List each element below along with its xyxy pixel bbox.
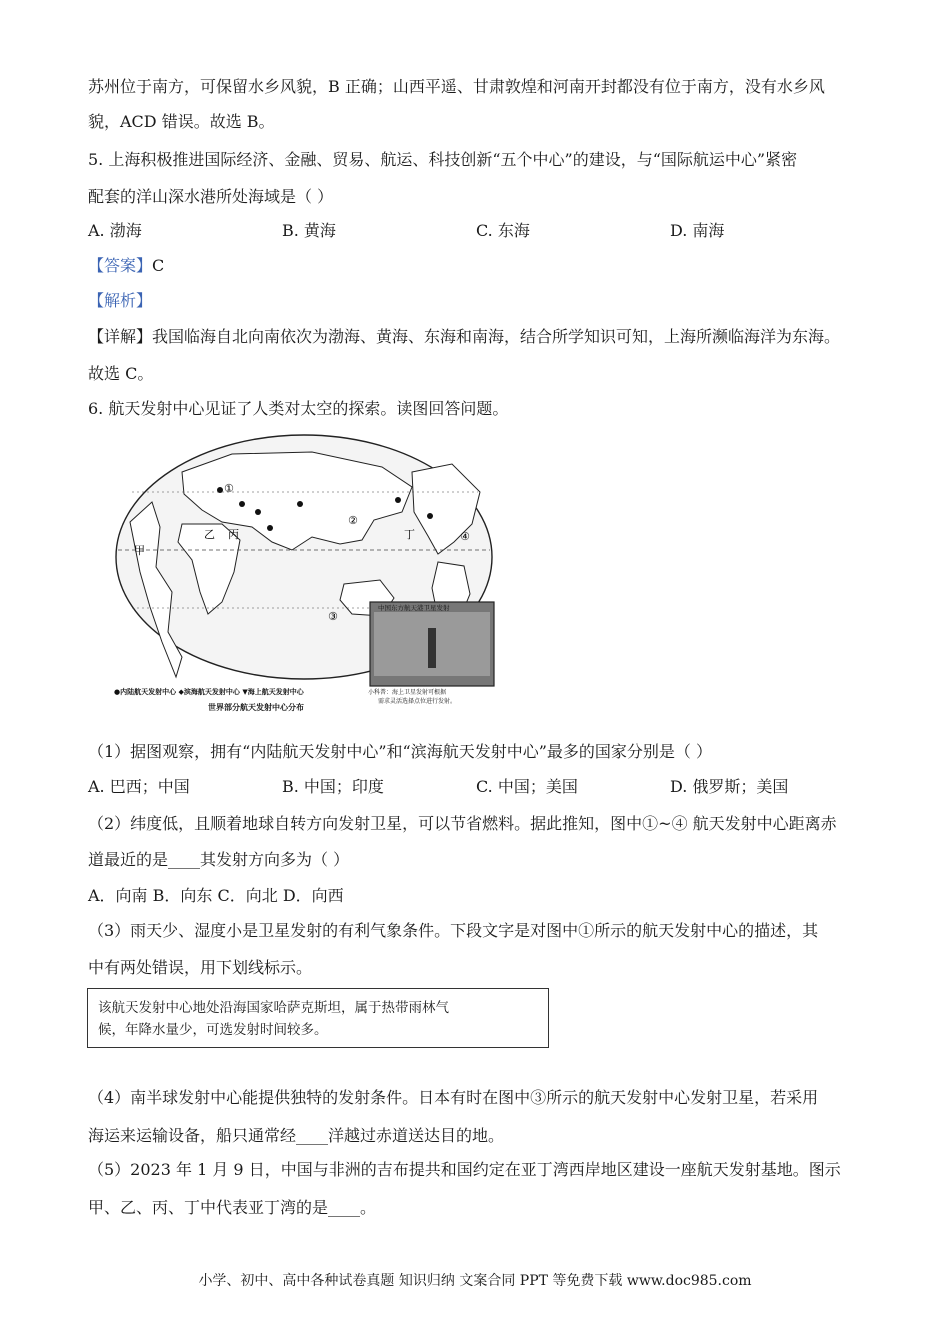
sub-question-5-line-1: （5）2023 年 1 月 9 日，中国与非洲的吉布提共和国约定在亚丁湾西岸地区建设一座航天发射基地。图示 bbox=[88, 1160, 841, 1179]
inset-note-2: 需求灵活选择点位进行发射。 bbox=[378, 698, 457, 705]
question-5-line-2: 配套的洋山深水港所处海域是（ ） bbox=[88, 187, 334, 206]
analysis-tag: 【解析】 bbox=[88, 291, 153, 310]
line-2: 貌，ACD 错误。故选 B。 bbox=[88, 112, 275, 131]
world-map-figure bbox=[112, 432, 500, 716]
s1-option-b: B. 中国；印度 bbox=[282, 777, 384, 796]
sub-question-1: （1）据图观察，拥有“内陆航天发射中心”和“滨海航天发射中心”最多的国家分别是（ ） bbox=[88, 742, 712, 761]
inset-photo bbox=[370, 602, 494, 686]
sub-question-2-line-1: （2）纬度低，且顺着地球自转方向发射卫星，可以节省燃料。据此推知，图中①~④ 航天发射中心距离赤 bbox=[88, 814, 837, 833]
label-bing: 丙 bbox=[228, 528, 239, 541]
sub-question-4-line-2: 海运来运输设备，船只通常经____洋越过赤道送达目的地。 bbox=[88, 1126, 505, 1145]
label-yi: 乙 bbox=[204, 528, 215, 541]
sub-question-2-options: A．向南 B．向东 C．向北 D．向西 bbox=[88, 886, 344, 905]
marker-3: ③ bbox=[328, 610, 338, 623]
inset-title: 中国东方航天港卫星发射 bbox=[378, 604, 450, 612]
sub-question-2-line-2: 道最近的是____其发射方向多为（ ） bbox=[88, 850, 350, 869]
sub-question-5-line-2: 甲、乙、丙、丁中代表亚丁湾的是____。 bbox=[88, 1198, 377, 1217]
map-caption: 世界部分航天发射中心分布 bbox=[208, 703, 304, 712]
s1-option-d: D. 俄罗斯；美国 bbox=[670, 777, 789, 796]
sub-question-3-line-2: 中有两处错误，用下划线标示。 bbox=[88, 958, 313, 977]
map-legend: ●内陆航天发射中心 ◆滨海航天发射中心 ▼海上航天发射中心 bbox=[114, 688, 304, 696]
sub-question-3-line-1: （3）雨天少、湿度小是卫星发射的有利气象条件。下段文字是对图中①所示的航天发射中心的描述，其 bbox=[88, 921, 819, 940]
label-ding: 丁 bbox=[404, 528, 415, 541]
description-line-2: 候，年降水量少，可选发射时间较多。 bbox=[98, 1022, 328, 1038]
detail-line-1: 【详解】我国临海自北向南依次为渤海、黄海、东海和南海，结合所学知识可知，上海所濒临海洋为东海。 bbox=[88, 327, 841, 346]
detail-line-2: 故选 C。 bbox=[88, 364, 154, 383]
answer-line bbox=[88, 256, 164, 276]
inset-note-1: 小科普：海上卫星发射可根据 bbox=[368, 689, 447, 696]
description-box bbox=[87, 988, 549, 1048]
sub-question-4-line-1: （4）南半球发射中心能提供独特的发射条件。日本有时在图中③所示的航天发射中心发射卫星，若采用 bbox=[88, 1088, 819, 1107]
description-line-1: 该航天发射中心地处沿海国家哈萨克斯坦，属于热带雨林气 bbox=[98, 1000, 449, 1016]
s1-option-c: C. 中国；美国 bbox=[476, 777, 578, 796]
marker-1: ① bbox=[224, 482, 234, 495]
q5-option-a: A. 渤海 bbox=[88, 221, 142, 240]
line-1: 苏州位于南方，可保留水乡风貌，B 正确；山西平遥、甘肃敦煌和河南开封都没有位于南方，没有水乡风 bbox=[88, 77, 825, 96]
s1-option-a: A. 巴西；中国 bbox=[88, 777, 190, 796]
q5-option-c: C. 东海 bbox=[476, 221, 530, 240]
marker-2: ② bbox=[348, 514, 358, 527]
q5-option-b: B. 黄海 bbox=[282, 221, 336, 240]
answer-value: C bbox=[152, 256, 165, 275]
question-6: 6. 航天发射中心见证了人类对太空的探索。读图回答问题。 bbox=[88, 399, 509, 418]
marker-4: ④ bbox=[460, 530, 470, 543]
answer-tag: 【答案】 bbox=[88, 256, 153, 275]
label-jia: 甲 bbox=[134, 544, 145, 557]
question-5-line-1: 5. 上海积极推进国际经济、金融、贸易、航运、科技创新“五个中心”的建设，与“国际航运中心”紧密 bbox=[88, 150, 798, 169]
q5-option-d: D. 南海 bbox=[670, 221, 725, 240]
page-footer: 小学、初中、高中各种试卷真题 知识归纳 文案合同 PPT 等免费下载 www.doc985.com bbox=[198, 1273, 752, 1289]
